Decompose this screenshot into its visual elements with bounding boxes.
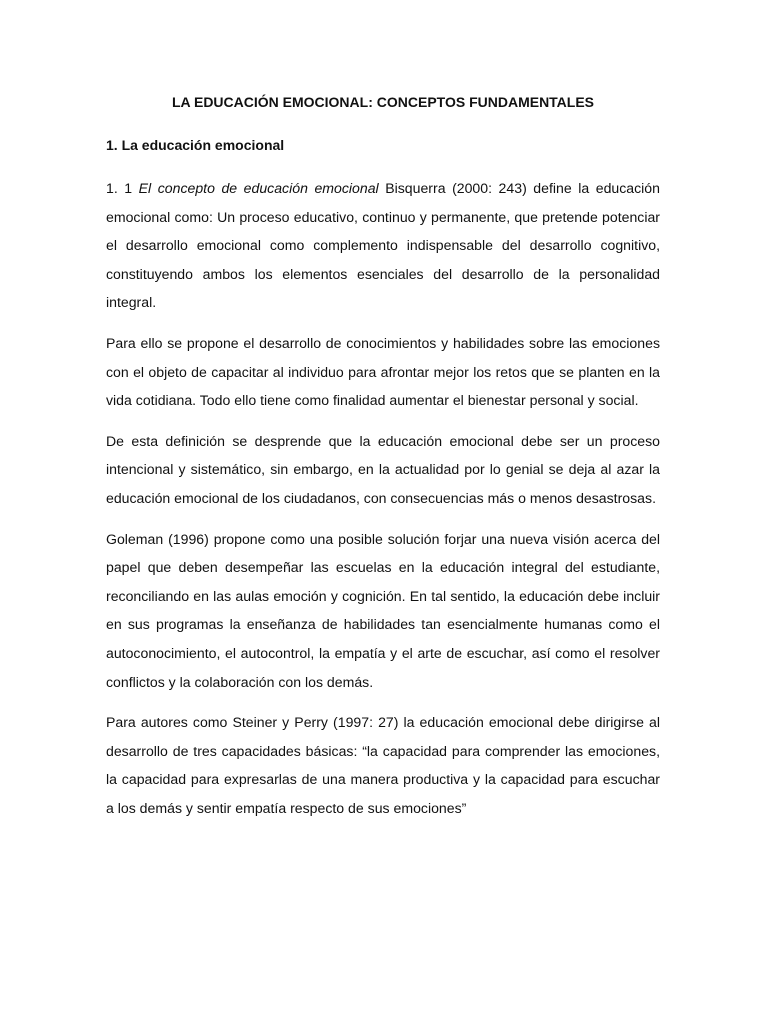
- section-heading: 1. La educación emocional: [106, 137, 285, 153]
- paragraph-goleman: Goleman (1996) propone como una posible solución forjar una nueva visión acerca del papel que deben desempeñar las escuelas en la educación integral del estudiante, reconciliando en las aulas emoción y cognición. En tal sentido, la educación debe incluir en sus programas la enseñanza de habilidades tan esencialmente humanas como el autoconocimiento, el autocontrol, la empatía y el arte de escuchar, así como el resolver conflictos y la colaboración con los demás.: [106, 530, 660, 690]
- paragraph-steiner-perry: Para autores como Steiner y Perry (1997: 27) la educación emocional debe dirigirse al desarrollo de tres capacidades básicas: “la capacidad para comprender las emociones, la capacidad para expresarlas de una manera productiva y la capacidad para escuchar a los demás y sentir empatía respecto de sus emociones”: [106, 714, 660, 816]
- subsection-number: 1. 1: [106, 180, 139, 196]
- subsection-title: El concepto de educación emocional: [138, 180, 379, 196]
- paragraph-intentional-process: De esta definición se desprende que la educación emocional debe ser un proceso intencional y sistemático, sin embargo, en la actualidad por lo genial se deja al azar la educación emocional de los ciudadanos, con consecuencias más o menos desastrosas.: [106, 432, 660, 506]
- paragraph-concept-definition: [106, 174, 660, 317]
- document-title: LA EDUCACIÓN EMOCIONAL: CONCEPTOS FUNDAMENTALES: [171, 94, 595, 110]
- paragraph-text: Bisquerra (2000: 243) define la educación emocional como: Un proceso educativo, continuo y permanente, que pretende potenciar el desarrollo emocional como complemento indispensable del desarrollo cognitivo, constituyendo ambos los elementos esenciales del desarrollo de la personalidad integral.: [106, 180, 660, 311]
- paragraph-purpose: Para ello se propone el desarrollo de conocimientos y habilidades sobre las emociones con el objeto de capacitar al individuo para afrontar mejor los retos que se planten en la vida cotidiana. Todo ello tiene como finalidad aumentar el bienestar personal y social.: [106, 334, 660, 409]
- document-page: [106, 92, 660, 822]
